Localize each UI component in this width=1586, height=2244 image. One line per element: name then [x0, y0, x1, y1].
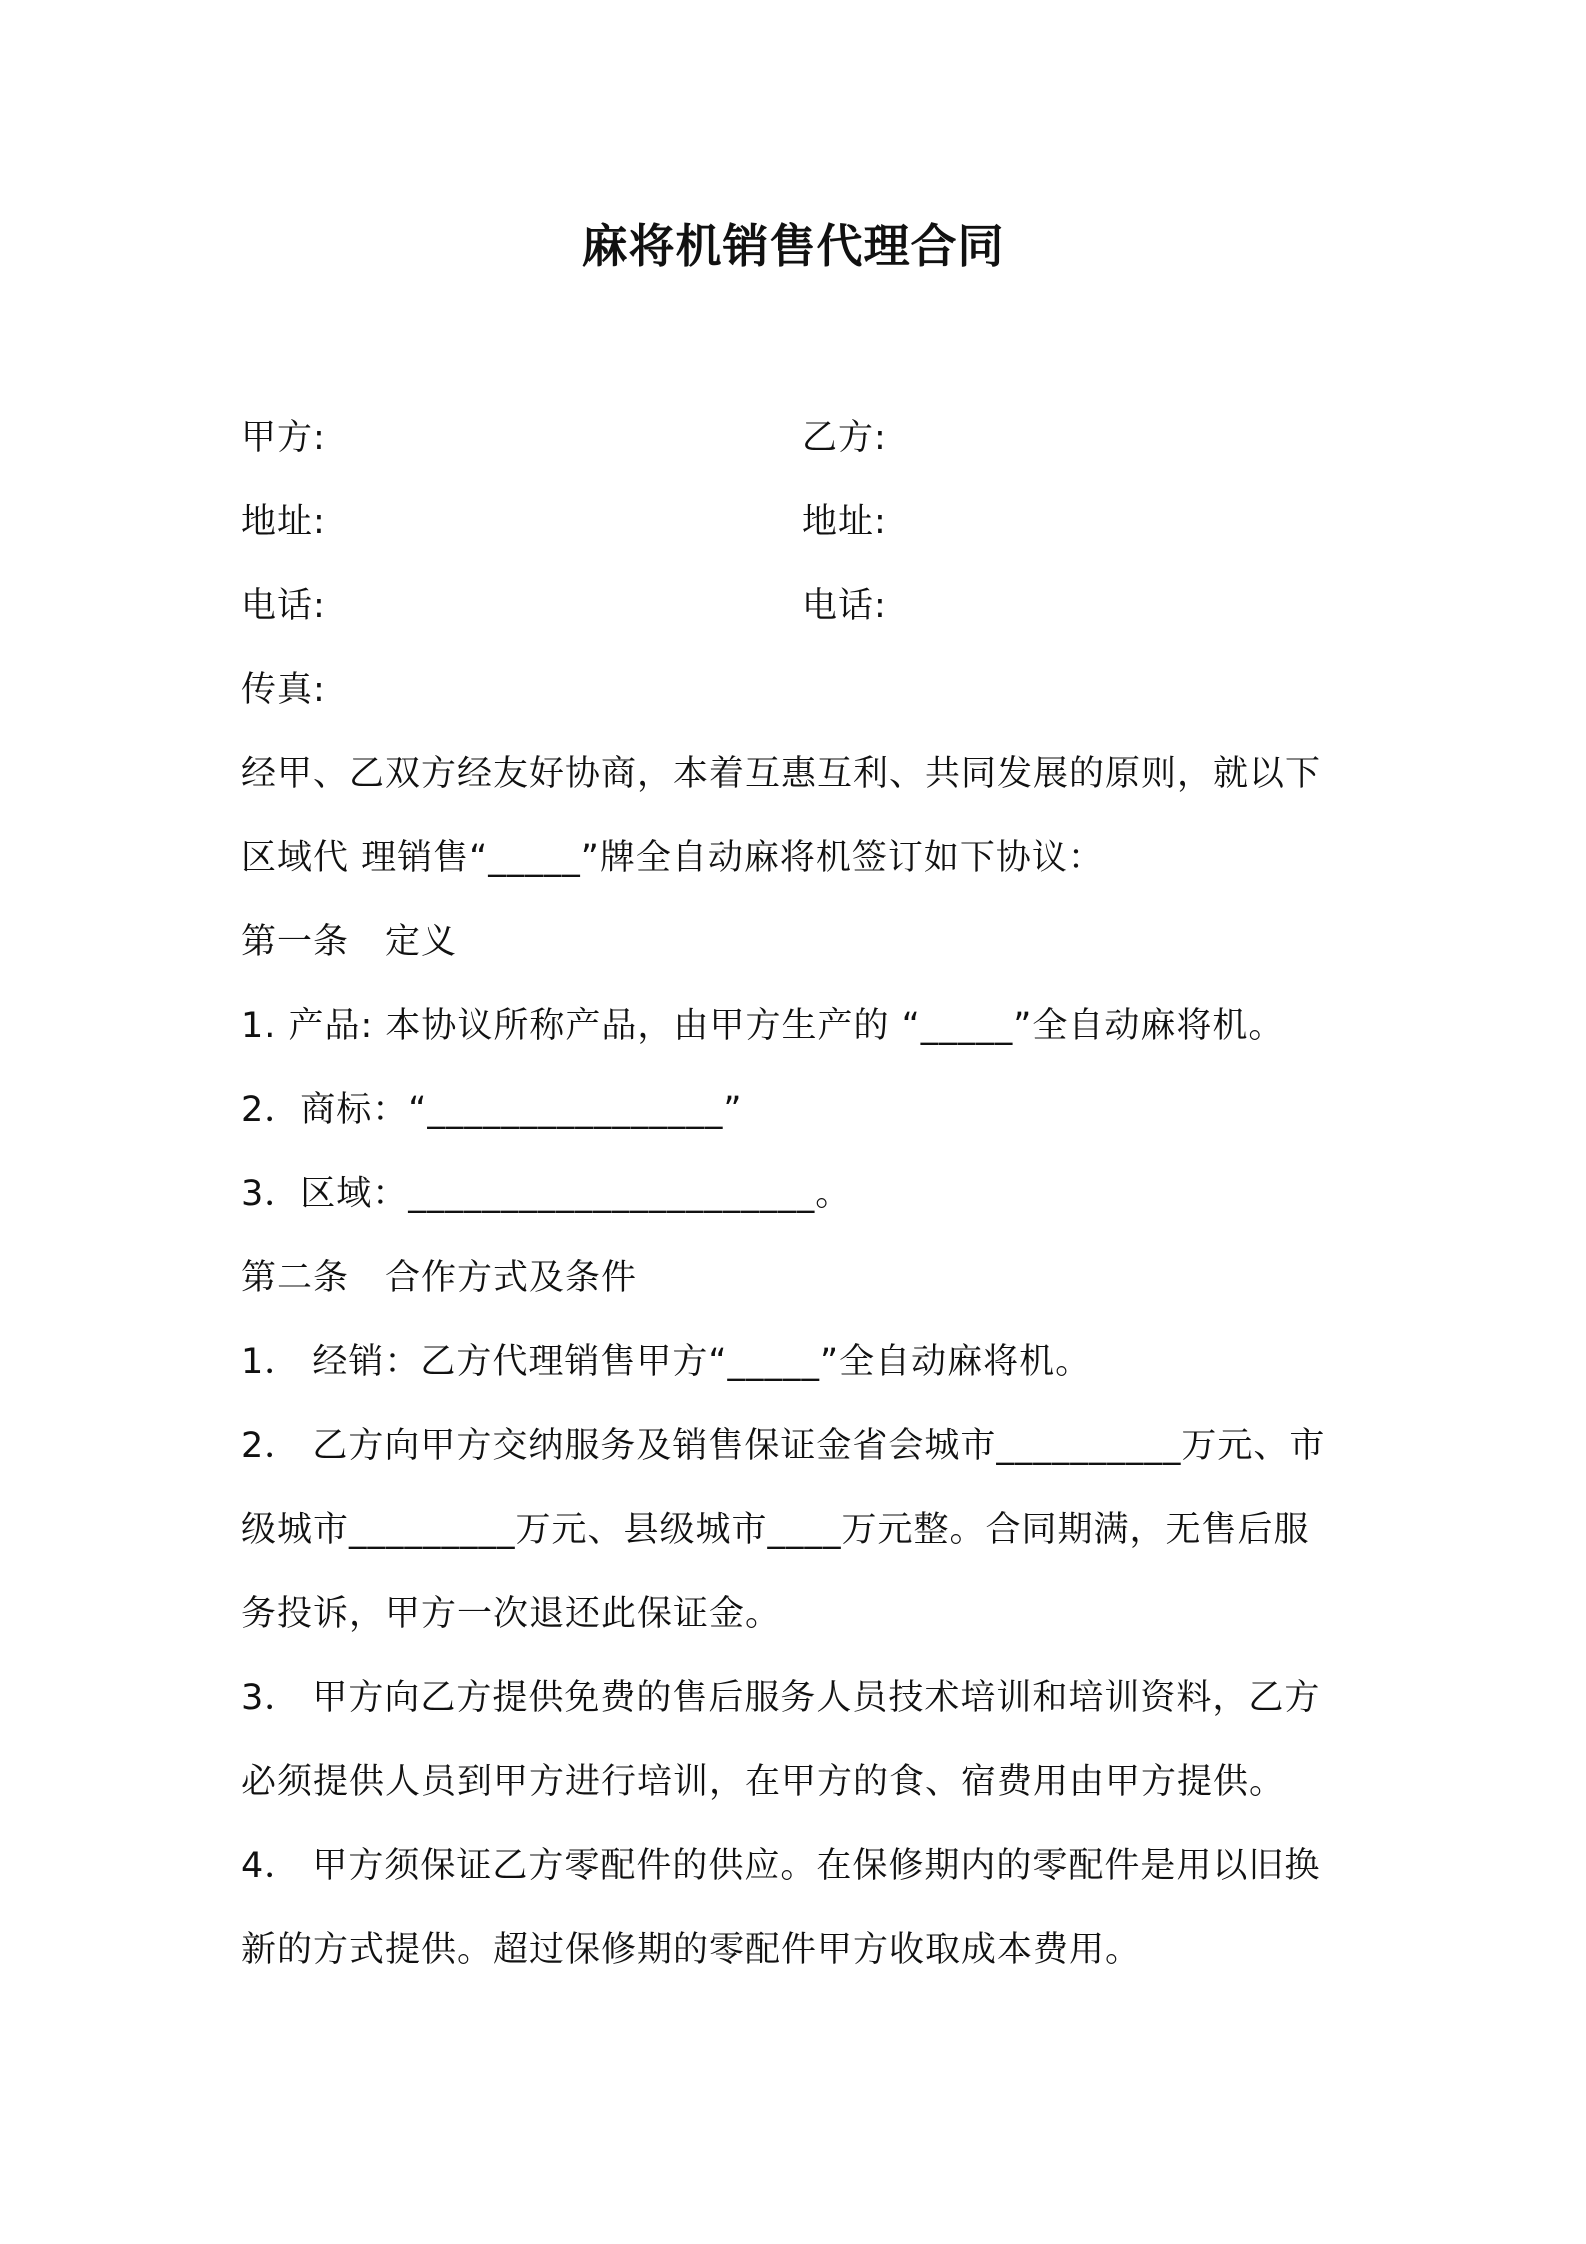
document-title: 麻将机销售代理合同: [581, 219, 1005, 273]
article-2-item-2-line-1: 2． 乙方向甲方交纳服务及销售保证金省会城市__________万元、市: [241, 1426, 1326, 1466]
intro-line-2: 区域代 理销售“_____”牌全自动麻将机签订如下协议：: [241, 838, 1104, 878]
article-1-item-1: 1. 产品: 本协议所称产品，由甲方生产的 “_____”全自动麻将机。: [241, 1006, 1285, 1046]
article-2-item-3-line-1: 3． 甲方向乙方提供免费的售后服务人员技术培训和培训资料，乙方: [241, 1678, 1321, 1718]
address-a-label: 地址:: [241, 502, 326, 542]
article-1-item-3: 3．区域：______________________。: [241, 1174, 852, 1214]
article-2-item-2-line-2: 级城市_________万元、县级城市____万元整。合同期满，无售后服: [241, 1510, 1310, 1550]
article-2-item-3-line-2: 必须提供人员到甲方进行培训，在甲方的食、宿费用由甲方提供。: [241, 1762, 1286, 1802]
article-2-item-4-line-1: 4． 甲方须保证乙方零配件的供应。在保修期内的零配件是用以旧换: [241, 1846, 1321, 1886]
fax-label: 传真:: [241, 670, 326, 710]
address-b-label: 地址:: [802, 502, 887, 542]
article-1-item-2: 2．商标：“________________”: [241, 1090, 743, 1130]
article-2-heading: [241, 1252, 637, 1304]
phone-b-label: 电话:: [802, 586, 887, 626]
article-2-item-1: 1． 经销：乙方代理销售甲方“_____”全自动麻将机。: [241, 1342, 1092, 1382]
article-1-number: 第一条: [241, 922, 350, 962]
article-2-item-4-line-2: 新的方式提供。超过保修期的零配件甲方收取成本费用。: [241, 1930, 1142, 1970]
article-2-number: 第二条: [241, 1258, 350, 1298]
article-1-heading: [241, 916, 457, 968]
party-b-label: 乙方:: [802, 418, 887, 458]
article-2-title: 合作方式及条件: [385, 1258, 638, 1298]
intro-line-1: 经甲、乙双方经友好协商，本着互惠互利、共同发展的原则，就以下: [241, 754, 1322, 794]
article-1-title: 定义: [385, 922, 458, 962]
party-a-label: 甲方:: [241, 418, 326, 458]
phone-a-label: 电话:: [241, 586, 326, 626]
article-2-item-2-line-3: 务投诉，甲方一次退还此保证金。: [241, 1594, 782, 1634]
